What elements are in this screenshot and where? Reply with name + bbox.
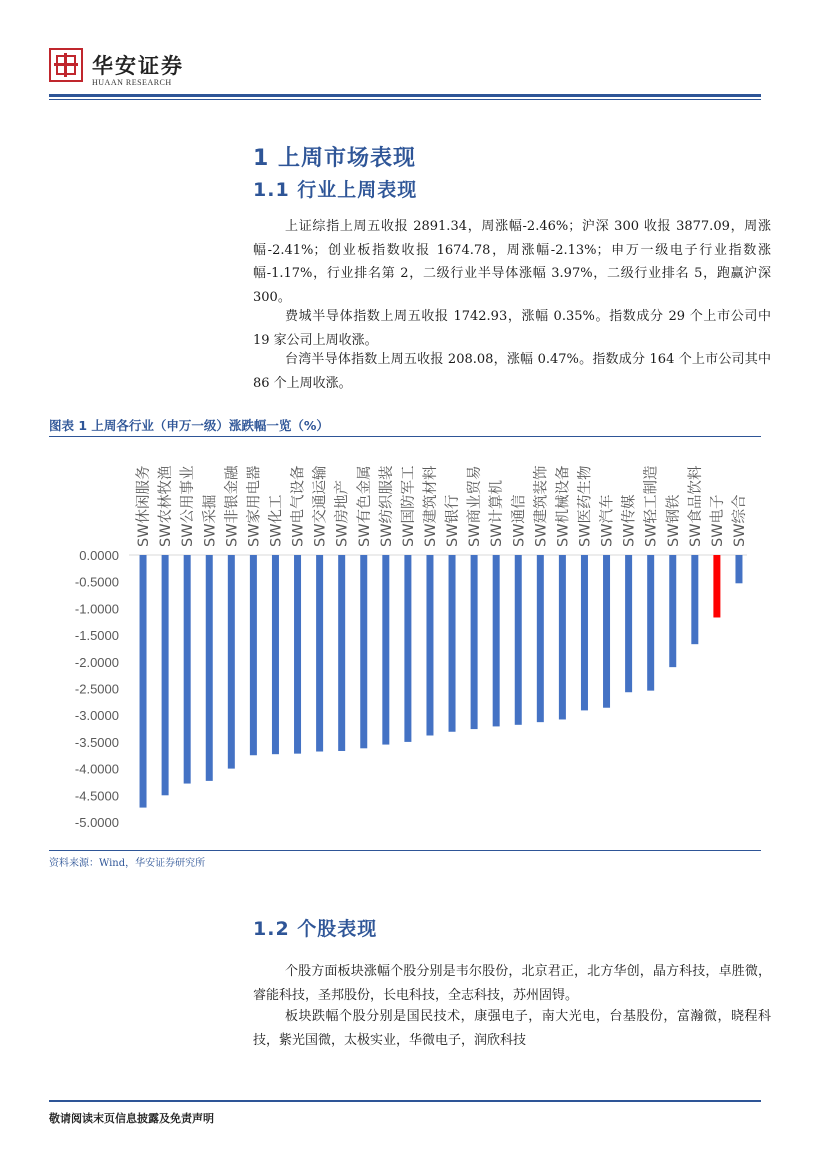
bar	[625, 555, 632, 692]
bar	[559, 555, 566, 719]
y-tick-label: -1.5000	[74, 628, 119, 644]
bar	[184, 555, 191, 784]
category-label: SW食品饮料	[687, 465, 704, 547]
y-tick-label: -3.5000	[74, 734, 119, 750]
header-rule	[49, 94, 761, 97]
bar	[691, 555, 698, 644]
category-label: SW钢铁	[665, 494, 682, 547]
category-label: SW综合	[731, 494, 748, 547]
bar	[449, 555, 456, 732]
category-label: SW交通运输	[312, 465, 329, 547]
bar	[360, 555, 367, 748]
bar	[206, 555, 213, 781]
category-label: SW建筑装饰	[533, 465, 550, 547]
bar	[294, 555, 301, 754]
y-tick-label: 0.0000	[79, 548, 119, 563]
figure-rule	[49, 436, 761, 437]
category-label: SW农林牧渔	[158, 465, 175, 547]
bar	[471, 555, 478, 729]
y-tick-label: -1.0000	[74, 601, 119, 617]
category-label: SW化工	[268, 494, 285, 547]
brand-name-en: HUAAN RESEARCH	[92, 78, 172, 87]
bar	[338, 555, 345, 751]
paragraph-gainers: 个股方面板块涨幅个股分别是韦尔股份，北京君正，北方华创，晶方科技，卓胜微，睿能科技，圣邦股份，长电科技，全志科技，苏州固锝。	[253, 964, 771, 1003]
category-label: SW商业贸易	[467, 465, 484, 547]
section-title: 1 上周市场表现	[253, 146, 416, 171]
bar	[316, 555, 323, 752]
category-label: SW公用事业	[180, 465, 197, 547]
category-label: SW建筑材料	[422, 465, 439, 547]
category-label: SW医药生物	[577, 465, 594, 547]
y-tick-label: -5.0000	[74, 815, 119, 830]
category-label: SW房地产	[334, 479, 351, 547]
figure-caption: 图表 1 上周各行业（申万一级）涨跌幅一览（%）	[49, 418, 329, 433]
bar	[272, 555, 279, 754]
y-tick-label: -2.0000	[74, 654, 119, 670]
category-label: SW计算机	[489, 479, 506, 547]
category-label: SW国防军工	[400, 465, 417, 547]
figure-source: 资料来源：Wind，华安证券研究所	[49, 858, 206, 869]
bar	[493, 555, 500, 726]
y-tick-label: -3.0000	[74, 708, 119, 724]
y-tick-label: -0.5000	[74, 574, 119, 590]
source-rule	[49, 850, 761, 851]
bar	[669, 555, 676, 667]
category-label: SW汽车	[599, 494, 616, 547]
category-label: SW纺织服装	[378, 465, 395, 547]
bar	[603, 555, 610, 708]
bar	[515, 555, 522, 725]
bar	[140, 555, 147, 808]
bar	[382, 555, 389, 745]
paragraph-market: 上证综指上周五收报 2891.34，周涨幅-2.46%；沪深 300 收报 3877.09，周涨幅-2.41%；创业板指数收报 1674.78，周涨幅-2.13%；申万一级电子行业指数涨幅-1.17%，行业排名第 2，二级行业半导体涨幅 3.97%，二级行业排名 5，跑赢沪深 300。	[253, 219, 771, 305]
bar	[537, 555, 544, 722]
y-tick-label: -2.5000	[74, 681, 119, 697]
footer-rule	[49, 1100, 761, 1102]
category-label: SW银行	[445, 494, 462, 547]
category-label: SW电气设备	[290, 465, 307, 547]
company-logo	[49, 48, 83, 82]
category-label: SW有色金属	[356, 465, 373, 547]
footer-disclaimer: 敬请阅读末页信息披露及免责声明	[49, 1112, 214, 1125]
category-label: SW非银金融	[224, 465, 241, 547]
paragraph-taiwan: 台湾半导体指数上周五收报 208.08，涨幅 0.47%。指数成分 164 个上市公司其中 86 个上周收涨。	[253, 352, 771, 391]
bar	[404, 555, 411, 742]
bar	[581, 555, 588, 710]
brand-name-cn: 华安证券	[92, 53, 184, 78]
subsection-title: 1.1 行业上周表现	[253, 179, 418, 201]
category-label: SW轻工制造	[643, 465, 660, 547]
bar	[250, 555, 257, 755]
bar	[735, 555, 742, 583]
bar	[426, 555, 433, 735]
category-label: SW电子	[709, 494, 726, 547]
industry-bar-chart	[49, 440, 761, 848]
category-label: SW通信	[511, 494, 528, 547]
bar	[162, 555, 169, 795]
bar	[228, 555, 235, 769]
category-label: SW机械设备	[555, 465, 572, 547]
y-tick-label: -4.5000	[74, 788, 119, 804]
category-label: SW采掘	[202, 494, 219, 547]
paragraph-losers: 板块跌幅个股分别是国民技术，康强电子，南大光电，台基股份，富瀚微，晓程科技，紫光国微，太极实业，华微电子，润欣科技	[253, 1009, 771, 1048]
category-label: SW休闲服务	[136, 465, 153, 547]
category-label: SW家用电器	[246, 465, 263, 547]
subsection-title-stocks: 1.2 个股表现	[253, 918, 378, 940]
bar	[647, 555, 654, 691]
bar	[713, 555, 720, 617]
header-rule-thin	[49, 99, 761, 100]
paragraph-sox: 费城半导体指数上周五收报 1742.93，涨幅 0.35%。指数成分 29 个上市公司中 19 家公司上周收涨。	[253, 309, 771, 348]
y-tick-label: -4.0000	[74, 761, 119, 777]
category-label: SW传媒	[621, 494, 638, 547]
